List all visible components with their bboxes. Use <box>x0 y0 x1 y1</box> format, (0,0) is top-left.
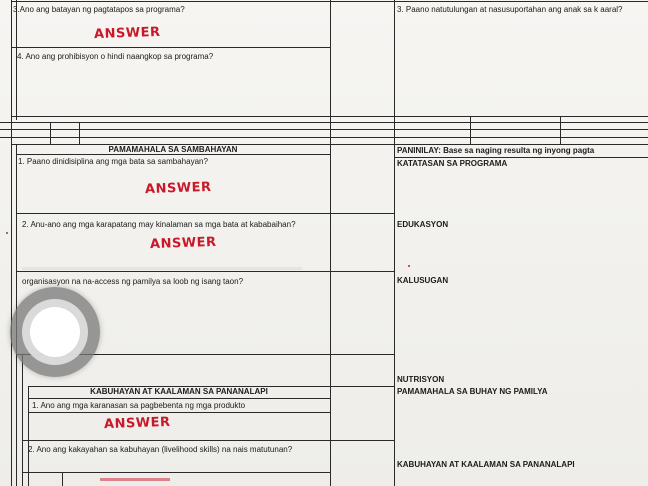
border-line <box>330 354 394 355</box>
border-line <box>330 0 331 486</box>
question-text: 1. Ano ang mga karanasan sa pagbebenta ng mga produkto <box>32 401 246 410</box>
record-circle-ring <box>22 299 88 365</box>
border-line <box>0 122 648 123</box>
reflection-item: KALUSUGAN <box>397 276 449 285</box>
question-text: organisasyon na na-access ng pamilya sa loob ng isang taon? <box>22 277 244 286</box>
border-line <box>22 354 23 486</box>
reflection-item: EDUKASYON <box>397 220 449 229</box>
border-line <box>11 116 648 117</box>
reflection-item: KABUHAYAN AT KAALAMAN SA PANANALAPI <box>397 460 575 469</box>
reflection-item: NUTRISYON <box>397 375 445 384</box>
question-text: 1. Paano dinidisiplina ang mga bata sa sambahayan? <box>18 157 208 166</box>
record-circle-icon[interactable] <box>10 287 100 377</box>
reflection-item: KATATASAN SA PROGRAMA <box>397 159 508 168</box>
ink-speck <box>408 265 410 267</box>
handwritten-answer: ANSWER <box>144 179 212 198</box>
ink-speck <box>6 232 8 234</box>
border-line <box>28 386 29 486</box>
border-line <box>330 440 394 441</box>
reflection-item: PAMAMAHALA SA BUHAY NG PAMILYA <box>397 387 548 396</box>
question-text: 4. Ano ang prohibisyon o hindi naangkop sa programa? <box>17 52 214 61</box>
cut-off-answer <box>100 478 170 481</box>
section-header: KABUHAYAN AT KAALAMAN SA PANANALAPI <box>90 387 268 396</box>
question-text: 3. Paano natutulungan at nasusuportahan ang anak sa k aaral? <box>397 5 623 14</box>
border-line <box>11 1 648 2</box>
border-line <box>79 122 80 144</box>
border-line <box>11 47 330 48</box>
border-line <box>16 271 330 272</box>
border-line <box>22 472 330 473</box>
border-line <box>62 472 63 486</box>
border-line <box>22 440 330 441</box>
border-line <box>330 386 394 387</box>
border-line <box>28 412 330 413</box>
handwritten-answer: ANSWER <box>93 24 161 43</box>
border-line <box>11 0 12 486</box>
border-line <box>16 213 330 214</box>
border-line <box>0 129 648 130</box>
question-text: 2. Ano ang kakayahan sa kabuhayan (livelihood skills) na nais matutunan? <box>28 445 293 454</box>
border-line <box>470 116 471 144</box>
handwritten-answer: ANSWER <box>103 414 171 433</box>
border-line <box>28 398 330 399</box>
border-line <box>330 271 394 272</box>
border-line <box>50 122 51 144</box>
question-text: 2. Anu-ano ang mga karapatang may kinalaman sa mga bata at kababaihan? <box>22 220 296 229</box>
obscured-text <box>22 267 302 270</box>
record-circle-core <box>30 307 80 357</box>
section-header: PANINILAY: Base sa naging resulta ng inyong pagta <box>397 146 595 155</box>
section-header: PAMAMAHALA SA SAMBAHAYAN <box>108 145 238 154</box>
handwritten-answer: ANSWER <box>149 234 217 253</box>
border-line <box>330 213 394 214</box>
border-line <box>560 116 561 144</box>
border-line <box>394 0 395 486</box>
question-text: 3.Ano ang batayan ng pagtatapos sa programa? <box>13 5 185 14</box>
border-line <box>394 157 648 158</box>
border-line <box>0 137 648 138</box>
